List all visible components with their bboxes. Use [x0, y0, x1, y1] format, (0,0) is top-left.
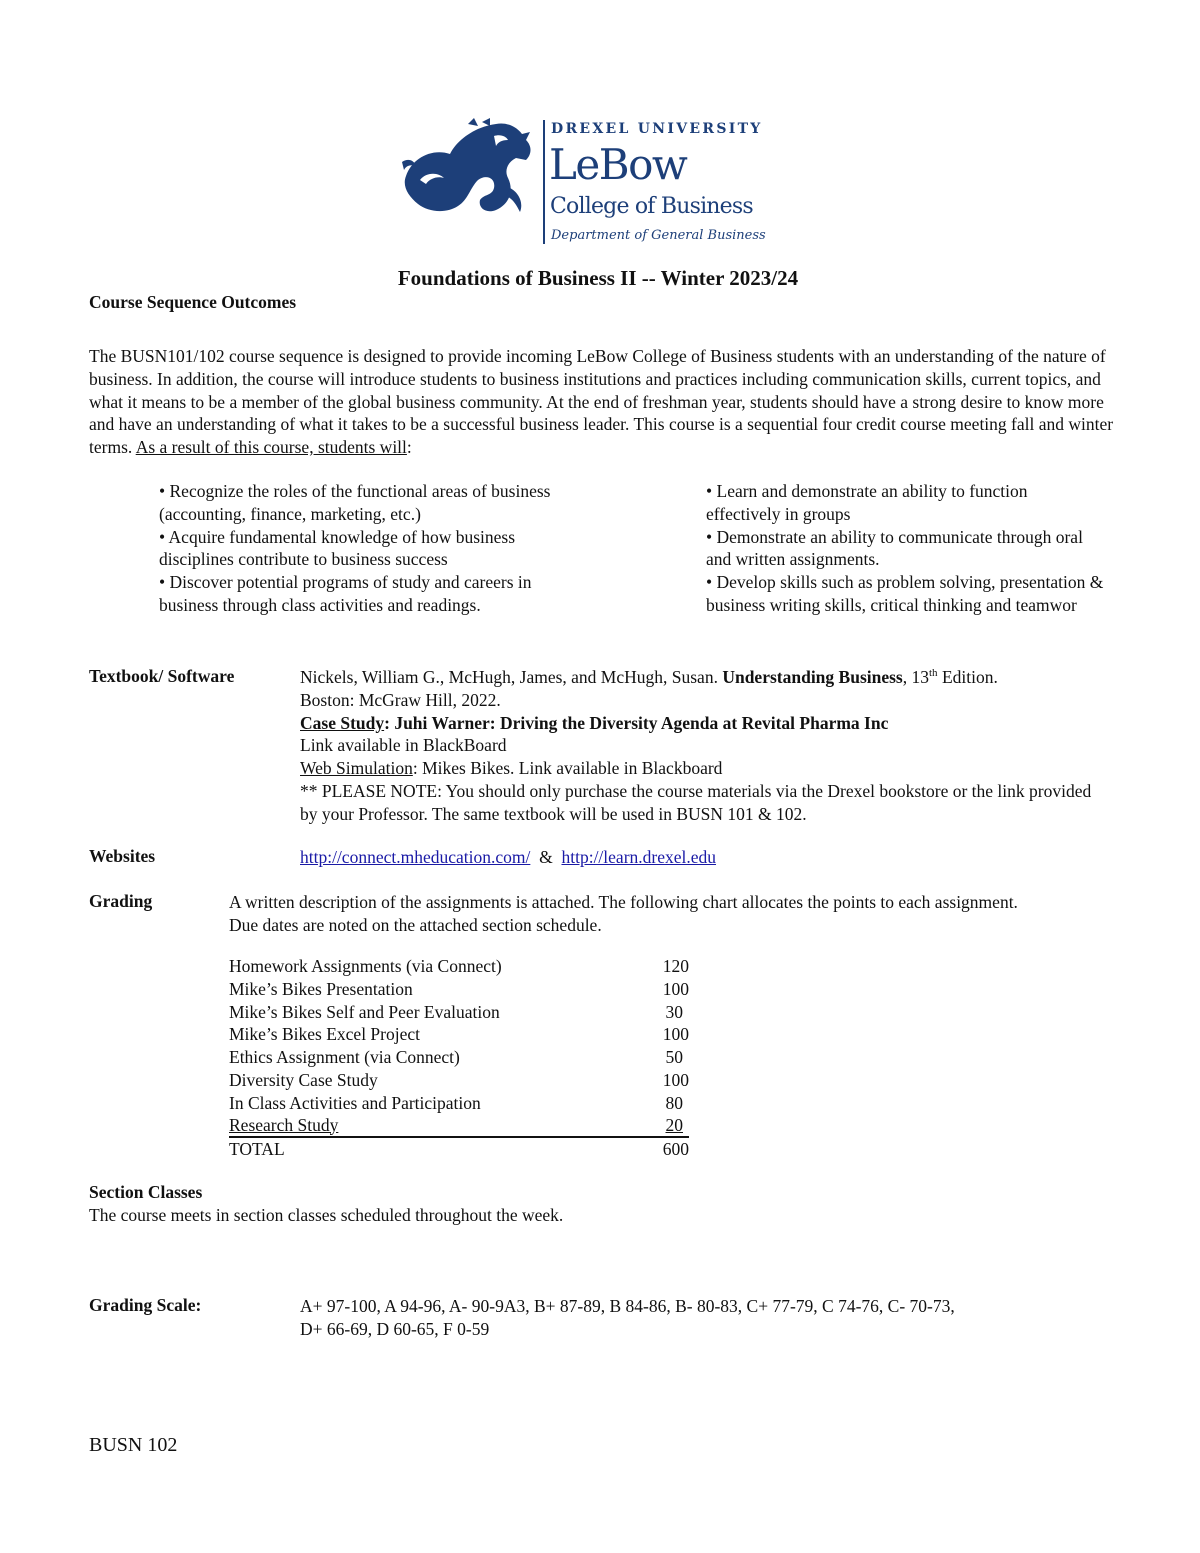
bullet-item: • Discover potential programs of study and careers in business through class activities and readings.	[159, 572, 532, 615]
logo-department: Department of General Business	[551, 228, 766, 243]
assignment-name: Ethics Assignment (via Connect)	[229, 1047, 460, 1068]
assignment-name: Homework Assignments (via Connect)	[229, 956, 502, 976]
assignment-points: 20	[665, 1114, 683, 1135]
textbook-edition-sup: th	[929, 667, 938, 680]
bullet-item: • Acquire fundamental knowledge of how business disciplines contribute to business success	[159, 526, 516, 570]
grading-table	[229, 955, 689, 1160]
assignment-name: In Class Activities and Participation	[229, 1092, 481, 1113]
case-study-colon: :	[384, 712, 390, 733]
textbook-title: Understanding Business	[722, 667, 903, 687]
grading-label: Grading	[89, 891, 153, 911]
learn-link[interactable]: http://learn.drexel.edu	[561, 847, 717, 867]
total-points: 600	[662, 1138, 689, 1159]
textbook-authors: Nickels, William G., McHugh, James, and McHugh, Susan.	[300, 667, 718, 687]
assignment-name: Diversity Case Study	[229, 1069, 378, 1090]
section-heading: Section Classes	[89, 1182, 203, 1202]
grading-scale-values	[300, 1295, 1100, 1341]
assignment-name: Research Study	[229, 1114, 339, 1135]
footer-course-code: BUSN 102	[89, 1434, 178, 1456]
textbook-publisher: Boston: McGraw Hill, 2022.	[300, 689, 501, 710]
web-simulation-text: : Mikes Bikes. Link available in Blackboard	[412, 758, 723, 779]
assignment-name: Mike’s Bikes Excel Project	[229, 1024, 421, 1045]
assignment-name: Mike’s Bikes Presentation	[229, 978, 413, 999]
grading-scale-label: Grading Scale:	[89, 1295, 202, 1315]
outcomes-paragraph	[89, 345, 1115, 459]
grading-description: A written description of the assignments is attached. The following chart allocates the points to each assignment. Due dates are noted on the attached section schedule.	[229, 892, 1018, 935]
case-study-link-text: Link available in BlackBoard	[300, 735, 507, 756]
table-row	[229, 1069, 689, 1092]
websites-label: Websites	[89, 846, 156, 866]
table-row	[229, 1001, 689, 1024]
assignment-points: 100	[662, 978, 689, 999]
outcomes-result-text: As a result of this course, students will	[135, 437, 407, 458]
assignment-points: 100	[662, 1024, 689, 1045]
logo-college: College of Business	[550, 194, 753, 219]
case-study-label: Case Study	[300, 712, 385, 733]
table-row	[229, 1092, 689, 1115]
page-title: Foundations of Business II -- Winter 2023/24	[397, 266, 799, 290]
logo-lebow: LeBow	[549, 140, 687, 189]
bullet-item: • Develop skills such as problem solving, presentation & business writing skills, critical thinking and teamwor	[706, 572, 1104, 615]
assignment-points: 50	[665, 1047, 683, 1068]
table-row	[229, 1115, 689, 1138]
purchase-note: ** PLEASE NOTE: You should only purchase the course materials via the Drexel bookstore or the link provided by your Professor. The same textbook will be used in BUSN 101 & 102.	[300, 780, 1092, 824]
textbook-details	[300, 666, 1100, 826]
bullet-item: • Demonstrate an ability to communicate through oral and written assignments.	[706, 526, 1083, 570]
outcomes-heading: Course Sequence Outcomes	[89, 292, 297, 312]
assignment-points: 120	[662, 956, 689, 976]
assignment-points: 100	[662, 1069, 689, 1090]
table-row	[229, 1046, 689, 1069]
assignment-points: 80	[665, 1092, 683, 1113]
outcomes-colon: :	[406, 437, 412, 458]
lebow-logo	[398, 118, 798, 248]
bullet-item: • Recognize the roles of the functional areas of business (accounting, finance, marketing, etc.)	[159, 481, 551, 524]
bullet-list-right	[706, 480, 1106, 617]
grading-scale-line: A+ 97-100, A 94-96, A- 90-9A3, B+ 87-89, B 84-86, B- 80-83, C+ 77-79, C 74-76, C- 70-73,	[300, 1296, 955, 1316]
bullet-list-left	[159, 480, 574, 617]
textbook-label: Textbook/ Software	[89, 666, 235, 686]
case-study-title: Juhi Warner: Driving the Diversity Agenda at Revital Pharma Inc	[389, 712, 889, 733]
textbook-edition-rest: Edition.	[937, 667, 998, 687]
table-total-row	[229, 1138, 689, 1161]
outcomes-text: The BUSN101/102 course sequence is designed to provide incoming LeBow College of Business students with an understanding of the nature of business. In addition, the course will introduce students to business institutions and practices including communication skills, current topics, and what it means to be a member of the global business community. At the end of freshman year, students should have a strong desire to know more and have an understanding of what it takes to be a successful business leader. This course is a sequential four credit course meeting fall and winter terms.	[89, 346, 1114, 458]
section-text: The course meets in section classes scheduled throughout the week.	[89, 1205, 564, 1225]
connect-link[interactable]: http://connect.mheducation.com/	[300, 847, 531, 867]
websites-separator: &	[530, 847, 562, 867]
websites-links	[300, 846, 716, 869]
web-simulation-label: Web Simulation	[300, 758, 413, 779]
table-row	[229, 955, 689, 978]
assignment-name: Mike’s Bikes Self and Peer Evaluation	[229, 1001, 500, 1022]
logo-university: DREXEL UNIVERSITY	[551, 121, 763, 137]
grading-scale-line: D+ 66-69, D 60-65, F 0-59	[300, 1318, 490, 1339]
textbook-edition-num: , 13	[902, 667, 929, 687]
web-simulation	[300, 757, 1100, 780]
table-row	[229, 1023, 689, 1046]
bullet-item: • Learn and demonstrate an ability to function effectively in groups	[706, 481, 1028, 524]
textbook-citation	[300, 666, 1100, 689]
assignment-points: 30	[665, 1001, 683, 1022]
table-row	[229, 978, 689, 1001]
dragon-icon	[398, 118, 534, 220]
case-study	[300, 712, 1100, 735]
total-label: TOTAL	[229, 1138, 285, 1159]
